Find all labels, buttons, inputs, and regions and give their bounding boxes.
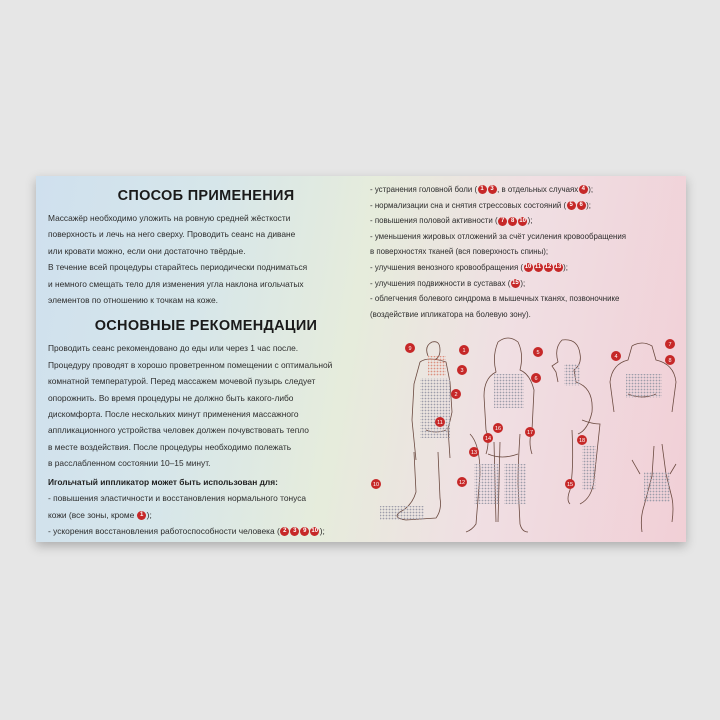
svg-text:18: 18: [578, 438, 586, 445]
svg-text:16: 16: [494, 426, 502, 433]
zone-badge: 1: [137, 511, 146, 520]
benefit-item: [370, 182, 675, 198]
item-text: );: [563, 262, 568, 272]
zone-badge: 7: [498, 217, 507, 226]
benefit-item: [370, 260, 675, 276]
zone-marker: [469, 447, 479, 457]
svg-text:8: 8: [668, 358, 672, 365]
zone-badge: 10: [519, 217, 526, 224]
benefit-item: [370, 198, 675, 214]
text-line: аппликационного устройства человек должен почувствовать тепло: [48, 425, 309, 436]
item-text: );: [586, 200, 591, 210]
benefit-item: в поверхностях тканей (вся поверхность спины);: [370, 247, 549, 257]
zone-badge: 3: [290, 527, 299, 536]
usage-item: - повышения эластичности и восстановления нормального тонуса: [48, 493, 307, 504]
item-text: - улучшения подвижности в суставах (: [370, 278, 511, 288]
zone-marker: [665, 339, 675, 349]
item-text: );: [146, 509, 152, 520]
usage-list: [48, 490, 364, 539]
text-line: комнатной температурой. Перед массажем мочевой пузырь следует: [48, 376, 316, 387]
benefit-item: (воздействие ипликатора на болевую зону).: [370, 309, 531, 319]
svg-text:11: 11: [437, 420, 443, 427]
text-line: Массажёр необходимо уложить на ровную средней жёсткости: [48, 213, 291, 223]
zone-marker: [665, 355, 675, 365]
text-line: поверхность и лечь на него сверху. Проводить сеанс на диване: [48, 229, 296, 240]
body-figures-svg: [370, 334, 680, 538]
zone-marker: [435, 417, 445, 427]
zone-marker: [525, 427, 535, 437]
zone-badge: 8: [508, 217, 517, 226]
svg-text:5: 5: [536, 350, 540, 357]
zone-badge: 11: [534, 264, 542, 271]
item-text: );: [520, 278, 526, 288]
svg-text:7: 7: [668, 342, 672, 349]
item-text: кожи (все зоны, кроме: [48, 509, 135, 520]
zone-marker: [493, 423, 503, 433]
svg-text:9: 9: [408, 346, 412, 353]
text-line: в расслабленном состоянии 10–15 минут.: [48, 458, 211, 469]
zone-marker: [531, 373, 541, 383]
zone-badge: 12: [544, 264, 552, 271]
zone-badge: 13: [554, 264, 562, 271]
recommendations-paragraph: [48, 340, 364, 490]
text-line: В течение всей процедуры старайтесь периодически подниматься: [48, 262, 308, 273]
item-text: - повышения половой активности (: [370, 216, 498, 226]
section-title-usage: СПОСОБ ПРИМЕНЕНИЯ: [117, 188, 295, 204]
right-column: [370, 182, 675, 322]
zone-marker: [451, 389, 461, 399]
svg-text:2: 2: [454, 392, 458, 399]
svg-text:15: 15: [566, 482, 574, 489]
zone-badge: 6: [577, 201, 586, 210]
zone-badge: 5: [567, 201, 576, 210]
text-line: или кровати можно, если они достаточно твёрдые.: [48, 245, 246, 256]
usage-item: [48, 523, 364, 539]
text-line: Процедуру проводят в хорошо проветренном помещении с оптимальной: [48, 359, 333, 370]
zone-marker: [533, 347, 543, 357]
zone-marker: [457, 477, 467, 487]
svg-text:10: 10: [372, 482, 380, 489]
svg-text:14: 14: [484, 436, 492, 443]
applicator-zones: [380, 356, 670, 520]
left-column: [48, 188, 364, 539]
zone-marker: [405, 343, 415, 353]
svg-text:13: 13: [470, 450, 478, 457]
benefit-item: - уменьшения жировых отложений за счёт усиления кровообращения: [370, 231, 627, 241]
zone-marker: [371, 479, 381, 489]
benefit-item: [370, 213, 675, 229]
zone-marker: [459, 345, 469, 355]
figure-woman-profile: [552, 340, 592, 434]
usage-lead: Игольчатый иппликатор может быть использован для:: [48, 476, 278, 487]
zone-badge: 1: [478, 185, 487, 194]
instruction-card: [36, 176, 686, 542]
zone-badge: 4: [579, 185, 588, 194]
text-line: дискомфорта. После нескольких минут применения массажного: [48, 409, 299, 420]
zone-badge: 10: [311, 528, 319, 535]
zone-badge: 2: [280, 527, 289, 536]
item-text: - ускорения восстановления работоспособности человека (: [48, 525, 280, 536]
item-text: );: [588, 185, 594, 194]
zone-marker: [565, 479, 575, 489]
svg-text:6: 6: [534, 376, 538, 383]
usage-item: [48, 507, 364, 523]
text-line: опорожнить. Во время процедуры не должно быть какого-либо: [48, 392, 294, 403]
benefit-item: - облегчения болевого синдрома в мышечных тканях, позвоночнике: [370, 294, 620, 304]
text-line: в месте воздействия. После процедуры необходимо полежать: [48, 441, 292, 452]
zone-marker: [457, 365, 467, 375]
body-zones-illustration: [370, 334, 680, 538]
section-title-recommendations: ОСНОВНЫЕ РЕКОМЕНДАЦИИ: [94, 318, 318, 335]
zone-marker: [577, 435, 587, 445]
benefit-item: [370, 276, 675, 292]
text-line: элементов по отношению к точкам на коже.: [48, 295, 218, 306]
zone-marker: [483, 433, 493, 443]
svg-text:3: 3: [460, 368, 464, 375]
text-line: и немного смещать тело для изменения угла наклона игольчатых: [48, 278, 304, 289]
svg-text:12: 12: [458, 480, 466, 487]
zone-badge: 10: [524, 264, 532, 271]
text-line: Проводить сеанс рекомендовано до еды или через 1 час после.: [48, 343, 299, 354]
item-text: - устранения головной боли (: [370, 185, 478, 194]
zone-marker: [611, 351, 621, 361]
item-text: - улучшения венозного кровообращения (: [370, 262, 524, 272]
svg-text:1: 1: [462, 348, 466, 355]
zone-badge: 15: [512, 279, 519, 286]
item-text: );: [527, 216, 533, 226]
svg-text:17: 17: [526, 430, 534, 437]
zone-badge: 9: [300, 527, 309, 536]
usage-paragraph: [48, 210, 364, 308]
item-text: , в отдельных случаях: [497, 185, 579, 194]
item-text: - нормализации сна и снятия стрессовых состояний (: [370, 200, 567, 210]
zone-badge: 3: [488, 185, 497, 194]
item-text: );: [319, 525, 325, 536]
svg-text:4: 4: [614, 354, 618, 361]
